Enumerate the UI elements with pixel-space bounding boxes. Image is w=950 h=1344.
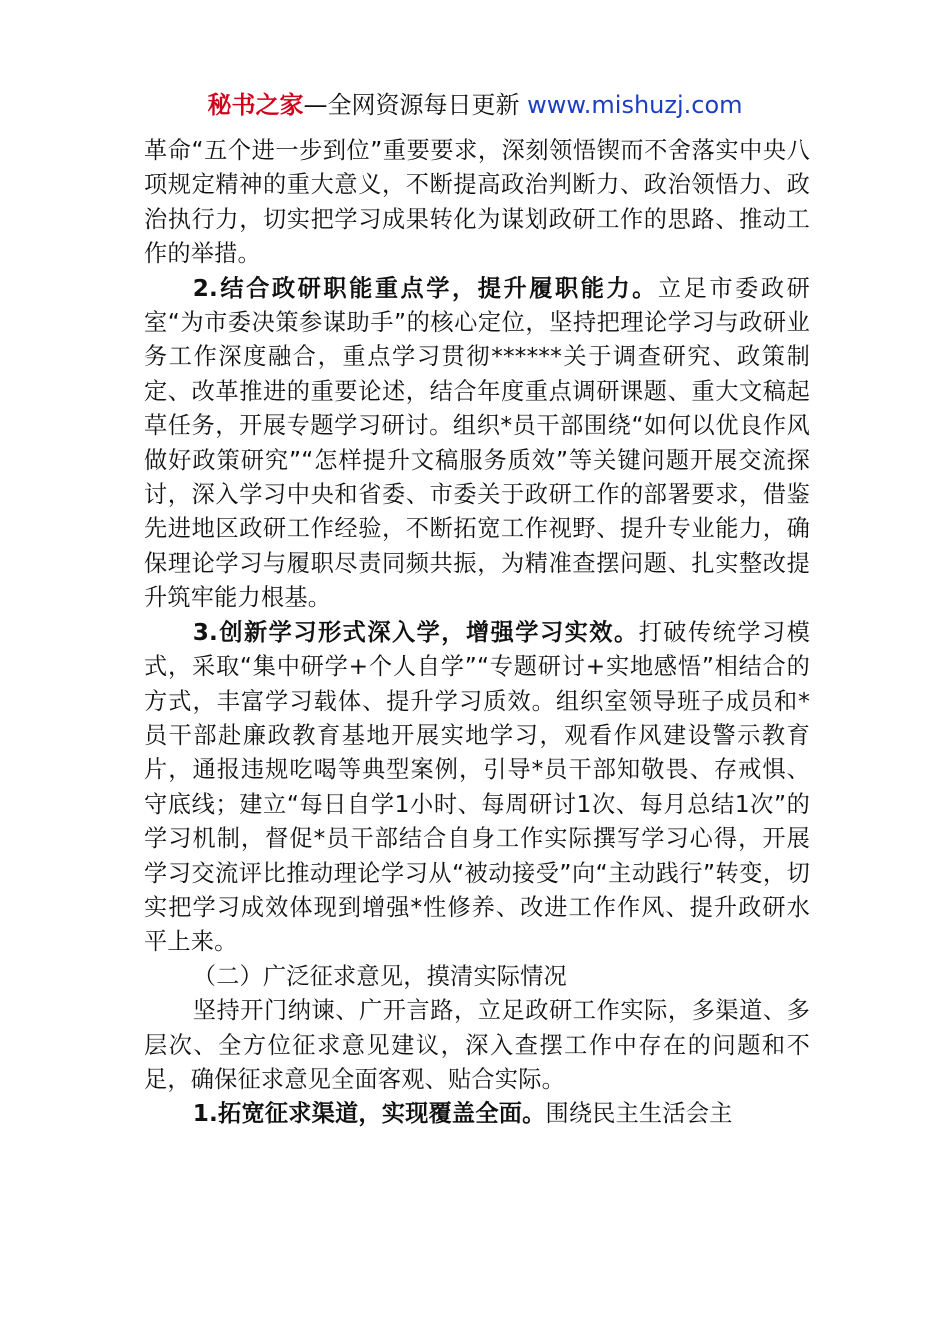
site-url-link[interactable]: www.mishuzj.com xyxy=(527,91,743,119)
paragraph-text: 革命“五个进一步到位”重要要求，深刻领悟锲而不舍落实中央八项规定精神的重大意义，不断提高政治判断力、政治领悟力、政治执行力，切实把学习成果转化为谋划政研工作的思路、推动工作的举措。 xyxy=(144,137,810,268)
page-header xyxy=(0,88,950,122)
paragraph-text: 坚持开门纳谏、广开言路，立足政研工作实际，多渠道、多层次、全方位征求意见建议，深入查摆工作中存在的问题和不足，确保征求意见全面客观、贴合实际。 xyxy=(144,997,810,1093)
section-heading-text: （二）广泛征求意见，摸清实际情况 xyxy=(192,962,567,990)
paragraph-section-intro xyxy=(144,994,810,1097)
paragraph-text: 围绕民主生活会主 xyxy=(545,1100,733,1128)
section-heading xyxy=(144,960,810,994)
document-body xyxy=(144,134,810,1132)
paragraph-item-3 xyxy=(144,616,810,960)
paragraph-text: 立足市委政研室“为市委决策参谋助手”的核心定位，坚持把理论学习与政研业务工作深度融合，重点学习贯彻******关于调查研究、政策制定、改革推进的重要论述，结合年度重点调研课题、重大文稿起草任务，开展专题学习研讨。组织*员干部围绕“如何以优良作风做好政策研究”“怎样提升文稿服务质效”等关键问题开展交流探讨，深入学习中央和省委、市委关于政研工作的部署要求，借鉴先进地区政研工作经验，不断拓宽工作视野、提升专业能力，确保理论学习与履职尽责同频共振，为精准查摆问题、扎实整改提升筑牢能力根基。 xyxy=(144,274,810,612)
site-slogan: —全网资源每日更新 xyxy=(303,91,528,119)
paragraph-lead-heading: 1.拓宽征求渠道，实现覆盖全面。 xyxy=(192,1100,546,1128)
paragraph-item-2 xyxy=(144,272,810,616)
paragraph-item-1 xyxy=(144,1097,810,1131)
paragraph-text: 打破传统学习模式，采取“集中研学+个人自学”“专题研讨+实地感悟”相结合的方式，丰富学习载体、提升学习质效。组织室领导班子成员和*员干部赴廉政教育基地开展实地学习，观看作风建设警示教育片，通报违规吃喝等典型案例，引导*员干部知敬畏、存戒惧、守底线；建立“每日自学1小时、每周研讨1次、每月总结1次”的学习机制，督促*员干部结合自身工作实际撰写学习心得，开展学习交流评比推动理论学习从“被动接受”向“主动践行”转变，切实把学习成效体现到增强*性修养、改进工作作风、提升政研水平上来。 xyxy=(144,618,810,956)
paragraph-continuation xyxy=(144,134,810,272)
site-brand: 秘书之家 xyxy=(207,91,304,119)
paragraph-lead-heading: 3.创新学习形式深入学，增强学习实效。 xyxy=(192,618,639,646)
paragraph-lead-heading: 2.结合政研职能重点学，提升履职能力。 xyxy=(192,274,658,302)
